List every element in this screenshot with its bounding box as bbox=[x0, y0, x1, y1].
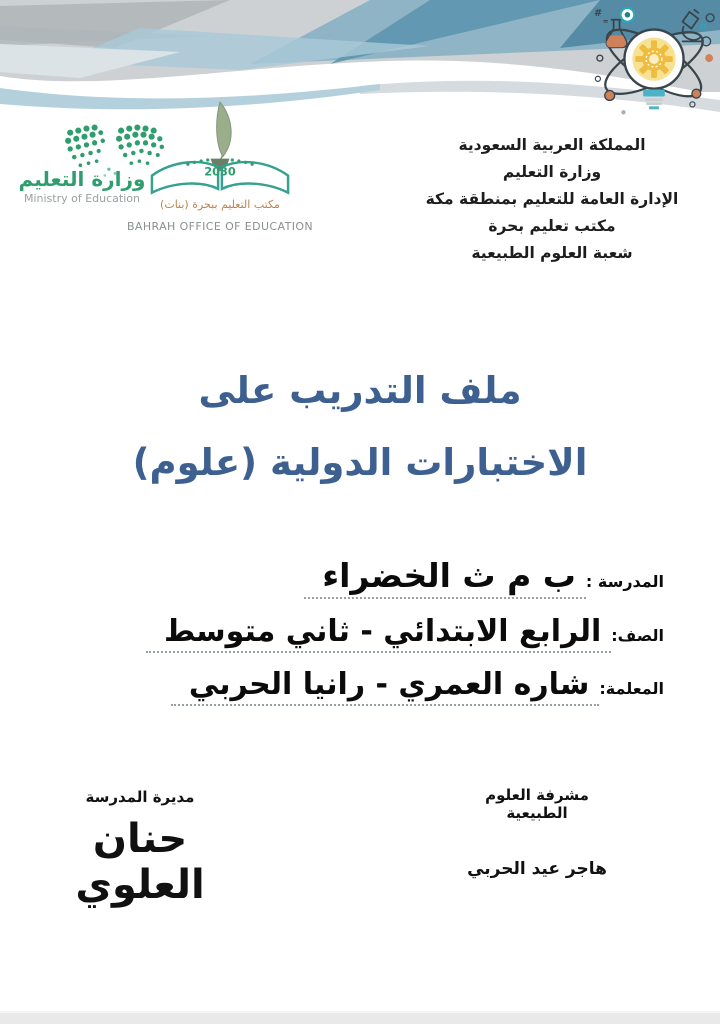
field-school-value: ب م ث الخضراء bbox=[304, 556, 586, 599]
org-line-office: مكتب تعليم بحرة bbox=[488, 217, 616, 235]
org-line-division: شعبة العلوم الطبيعية bbox=[471, 244, 633, 262]
bottom-edge-strip bbox=[0, 1011, 720, 1024]
gear-icon bbox=[635, 40, 672, 77]
vision-2030-year: 2030 bbox=[204, 164, 236, 179]
org-line-country: المملكة العربية السعودية bbox=[458, 136, 646, 154]
microscope-icon bbox=[683, 10, 703, 42]
title-line-2: الاختبارات الدولية (علوم) bbox=[132, 441, 588, 484]
hash-icon bbox=[594, 8, 609, 26]
principal-name: حنان العلوي bbox=[75, 816, 205, 908]
moe-wordmark-arabic: وزارة التعليم bbox=[18, 167, 146, 191]
org-line-directorate: الإدارة العامة للتعليم بمنطقة مكة bbox=[425, 190, 679, 208]
field-teacher-label: المعلمة: bbox=[599, 679, 664, 698]
title-line-1: ملف التدريب على bbox=[198, 369, 522, 412]
signature-supervisor bbox=[452, 786, 622, 879]
field-teacher-value: شاره العمري - رانيا الحربي bbox=[171, 667, 600, 706]
target-icon bbox=[621, 8, 635, 22]
signature-principal bbox=[28, 788, 252, 908]
organization-block bbox=[402, 132, 702, 267]
info-fields bbox=[48, 556, 664, 720]
science-illustration bbox=[590, 2, 718, 130]
supervisor-role: مشرفة العلوم الطبيعية bbox=[485, 786, 589, 822]
svg-text:=: = bbox=[602, 17, 609, 26]
field-teacher bbox=[48, 667, 664, 720]
org-line-ministry: وزارة التعليم bbox=[502, 163, 602, 181]
page-title bbox=[0, 368, 720, 486]
supervisor-name: هاجر عيد الحربي bbox=[467, 859, 607, 879]
principal-role: مديرة المدرسة bbox=[85, 788, 195, 806]
office-caption-arabic: مكتب التعليم ببحرة (بنات) bbox=[160, 198, 280, 211]
field-grade bbox=[48, 614, 664, 667]
logo-area bbox=[14, 102, 324, 248]
field-grade-label: الصف: bbox=[611, 626, 664, 645]
field-grade-value: الرابع الابتدائي - ثاني متوسط bbox=[146, 614, 611, 653]
quill-icon bbox=[210, 102, 232, 171]
svg-text:#: # bbox=[593, 7, 603, 19]
field-school-label: المدرسة : bbox=[585, 572, 664, 591]
office-caption-english: BAHRAH OFFICE OF EDUCATION bbox=[126, 220, 314, 233]
bahrah-office-emblem bbox=[136, 100, 304, 204]
moe-wordmark-english: Ministry of Education bbox=[23, 192, 140, 205]
field-school bbox=[48, 556, 664, 614]
